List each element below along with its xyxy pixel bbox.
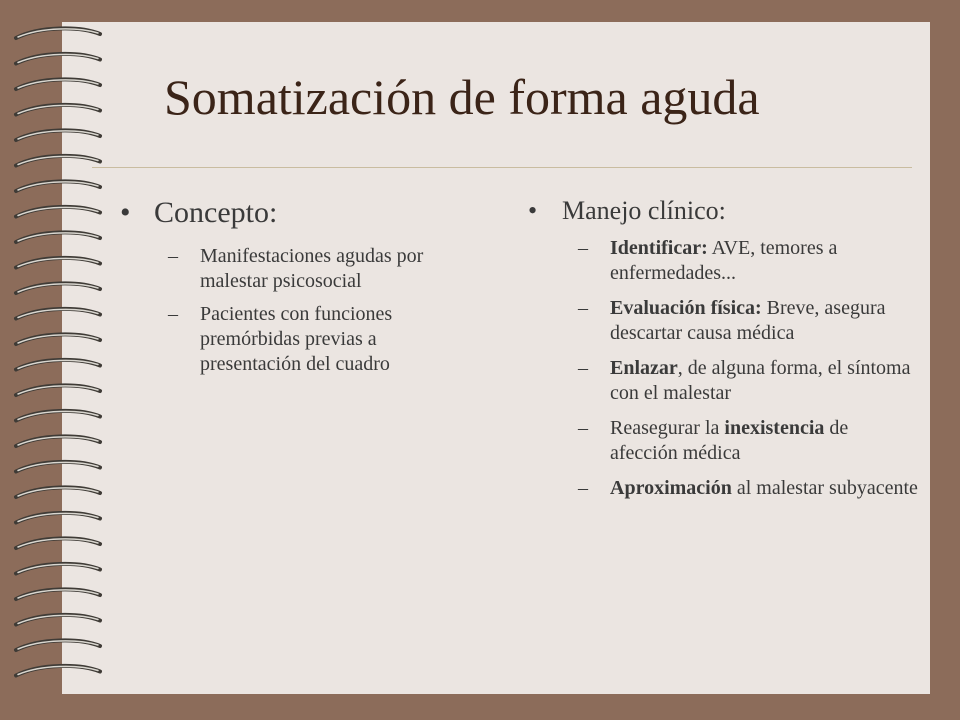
bullet-icon: • bbox=[528, 196, 538, 225]
list-item bbox=[578, 296, 918, 346]
dash-icon: – bbox=[578, 297, 588, 319]
dash-icon: – bbox=[168, 303, 178, 325]
list-item bbox=[578, 476, 918, 501]
manejo-list bbox=[528, 236, 918, 501]
list-item-text: Pacientes con funciones premórbidas previas a presentación del cuadro bbox=[200, 303, 393, 375]
dash-icon: – bbox=[578, 477, 588, 499]
dash-icon: – bbox=[168, 245, 178, 267]
list-item-text: Aproximación al malestar subyacente bbox=[610, 477, 918, 499]
list-item-text: Reasegurar la inexistencia de afección médica bbox=[610, 417, 849, 464]
concepto-list bbox=[120, 244, 480, 377]
dash-icon: – bbox=[578, 357, 588, 379]
list-item bbox=[168, 244, 480, 294]
list-item bbox=[168, 302, 480, 377]
concepto-heading-row bbox=[120, 196, 480, 230]
manejo-heading: Manejo clínico: bbox=[562, 196, 726, 225]
title-divider bbox=[92, 167, 912, 168]
list-item-text: Enlazar, de alguna forma, el síntoma con el malestar bbox=[610, 357, 911, 404]
list-item-text: Evaluación física: Breve, asegura descartar causa médica bbox=[610, 297, 886, 344]
concepto-heading: Concepto: bbox=[154, 196, 278, 229]
dash-icon: – bbox=[578, 237, 588, 259]
bullet-icon: • bbox=[120, 196, 131, 229]
concepto-column bbox=[120, 196, 480, 377]
list-item-text: Identificar: AVE, temores a enfermedades... bbox=[610, 237, 838, 284]
list-item-text: Manifestaciones agudas por malestar psicosocial bbox=[200, 245, 424, 292]
dash-icon: – bbox=[578, 417, 588, 439]
list-item bbox=[578, 416, 918, 466]
manejo-column bbox=[528, 196, 918, 501]
list-item bbox=[578, 236, 918, 286]
list-item bbox=[578, 356, 918, 406]
slide-title: Somatización de forma aguda bbox=[164, 69, 760, 125]
spiral-binding-icon bbox=[0, 0, 120, 720]
manejo-heading-row bbox=[528, 196, 918, 226]
